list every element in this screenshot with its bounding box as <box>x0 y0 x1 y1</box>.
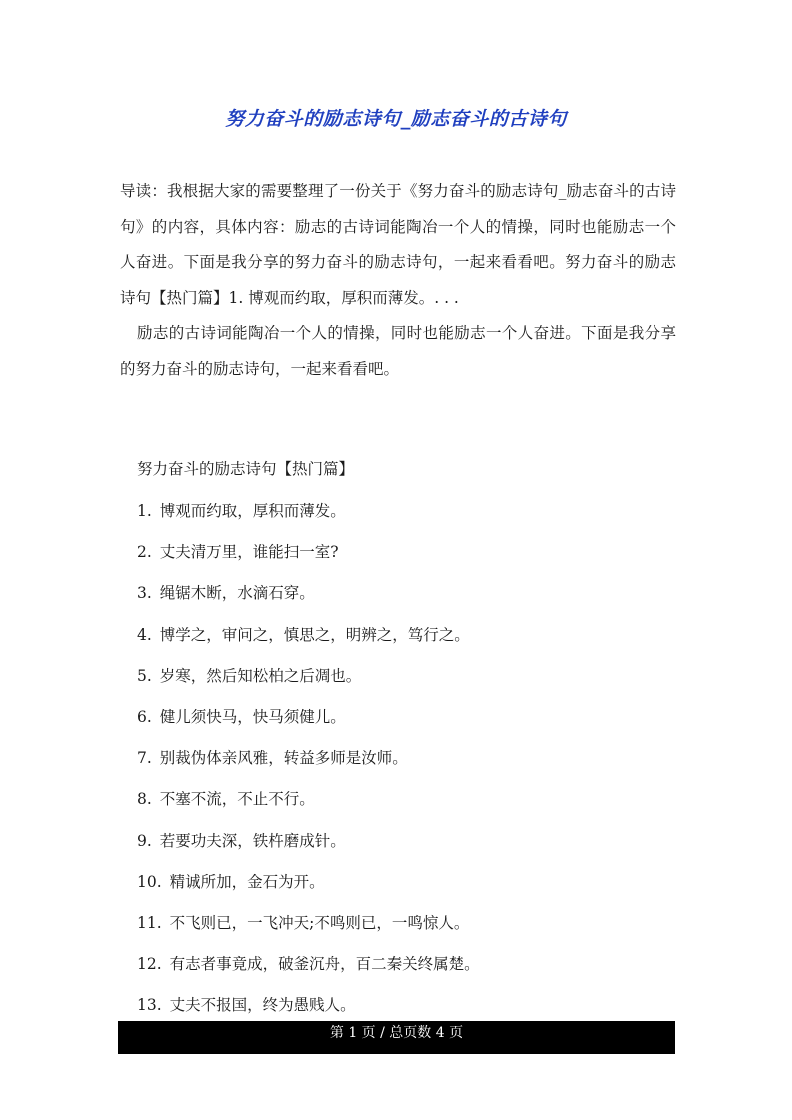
list-item-number: 4. <box>137 625 152 644</box>
list-item-text: 岁寒，然后知松柏之后凋也。 <box>159 666 362 685</box>
list-item-text: 丈夫清万里，谁能扫一室? <box>159 543 339 562</box>
list-item <box>137 949 480 990</box>
intro-paragraph-summary: 导读：我根据大家的需要整理了一份关于《努力奋斗的励志诗句_励志奋斗的古诗句》的内容，具体内容：励志的古诗词能陶冶一个人的情操，同时也能励志一个人奋进。下面是我分享的努力奋斗的励志诗句，一起来看看吧。努力奋斗的励志诗句【热门篇】1. 博观而约取，厚积而薄发。. . . <box>120 182 676 307</box>
list-item <box>137 743 480 784</box>
list-item-number: 6. <box>137 707 152 726</box>
list-item-text: 若要功夫深，铁杵磨成针。 <box>159 831 346 850</box>
list-item-number: 12. <box>137 955 162 974</box>
list-item-number: 9. <box>137 831 152 850</box>
list-item-number: 2. <box>137 543 152 562</box>
list-item <box>137 537 480 578</box>
page-number-label: 第 1 页 / 总页数 4 页 <box>329 1025 464 1041</box>
list-item-text: 有志者事竟成，破釜沉舟，百二秦关终属楚。 <box>169 955 480 974</box>
list-item-text: 不飞则已，一飞冲天;不鸣则已，一鸣惊人。 <box>169 913 470 932</box>
list-item <box>137 661 480 702</box>
list-item <box>137 496 480 537</box>
intro-section <box>120 174 676 387</box>
poem-list <box>137 496 480 1031</box>
list-item-number: 8. <box>137 790 152 809</box>
page-footer <box>118 1021 675 1054</box>
list-item <box>137 867 480 908</box>
list-item-text: 博观而约取，厚积而薄发。 <box>159 502 346 520</box>
list-item-number: 11. <box>137 913 162 932</box>
list-item-text: 博学之，审问之，慎思之，明辨之，笃行之。 <box>159 625 470 644</box>
list-item <box>137 620 480 661</box>
list-item-number: 3. <box>137 584 152 603</box>
list-item <box>137 578 480 619</box>
list-item-text: 丈夫不报国，终为愚贱人。 <box>169 996 356 1015</box>
list-item <box>137 826 480 867</box>
section-heading: 努力奋斗的励志诗句【热门篇】 <box>137 460 355 478</box>
list-item <box>137 784 480 825</box>
list-item-number: 7. <box>137 749 152 768</box>
list-item-number: 1. <box>137 502 152 520</box>
list-item-text: 健儿须快马，快马须健儿。 <box>159 707 346 726</box>
list-item <box>137 908 480 949</box>
list-item-number: 10. <box>137 872 162 891</box>
list-item-text: 绳锯木断，水滴石穿。 <box>159 584 315 603</box>
list-item-number: 5. <box>137 666 152 685</box>
list-item-text: 不塞不流，不止不行。 <box>159 790 315 809</box>
intro-paragraph-body: 励志的古诗词能陶冶一个人的情操，同时也能励志一个人奋进。下面是我分享的努力奋斗的励志诗句，一起来看看吧。 <box>120 324 676 378</box>
document-title: 努力奋斗的励志诗句_励志奋斗的古诗句 <box>225 108 567 130</box>
list-item <box>137 702 480 743</box>
list-item-number: 13. <box>137 996 162 1015</box>
list-item-text: 别裁伪体亲风雅，转益多师是汝师。 <box>159 749 408 768</box>
list-item-text: 精诚所加，金石为开。 <box>169 872 325 891</box>
